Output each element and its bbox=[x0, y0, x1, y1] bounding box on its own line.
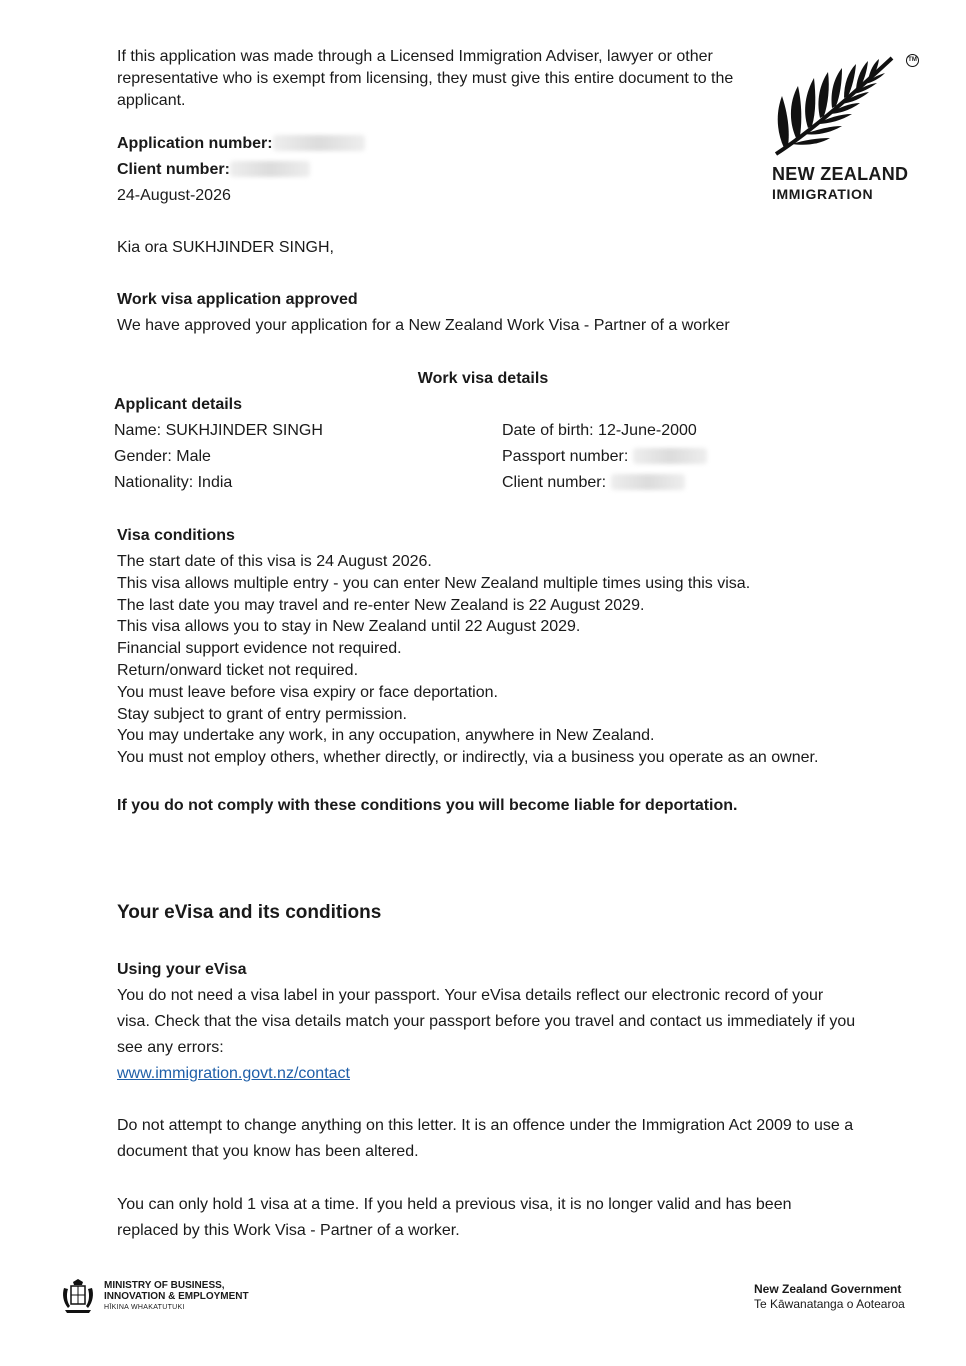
redacted-application-number bbox=[273, 135, 365, 151]
approval-text: We have approved your application for a New Zealand Work Visa - Partner of a worker bbox=[117, 317, 730, 334]
condition-item: This visa allows you to stay in New Zealand until 22 August 2029. bbox=[117, 618, 581, 636]
logo-line2: IMMIGRATION bbox=[772, 186, 874, 202]
deportation-warning: If you do not comply with these conditions you will become liable for deportation. bbox=[117, 797, 738, 814]
silver-fern-icon bbox=[770, 52, 910, 160]
condition-item: You may undertake any work, in any occupation, anywhere in New Zealand. bbox=[117, 727, 655, 745]
condition-item: The start date of this visa is 24 August 2026. bbox=[117, 553, 432, 570]
client-number-label: Client number: bbox=[117, 161, 230, 178]
greeting: Kia ora SUKHJINDER SINGH, bbox=[117, 239, 334, 256]
applicant-nationality: Nationality: India bbox=[114, 474, 233, 491]
condition-item: You must leave before visa expiry or face deportation. bbox=[117, 683, 498, 701]
mbie-logo bbox=[60, 1278, 280, 1318]
intro-paragraph: If this application was made through a Licensed Immigration Adviser, lawyer or other representative who is exempt from licensing, they must give this entire document to the applicant. bbox=[117, 48, 734, 109]
redacted-client-number bbox=[230, 161, 310, 177]
ministry-line1: MINISTRY OF BUSINESS, bbox=[104, 1280, 225, 1291]
logo-line1: NEW ZEALAND bbox=[772, 164, 909, 184]
evisa-paragraph-1: You do not need a visa label in your passport. Your eVisa details reflect our electronic record of your visa. Check that the visa details match your passport before you travel and contact us immediately if you see any errors: bbox=[117, 987, 856, 1056]
passport-number-label: Passport number: bbox=[502, 448, 629, 465]
condition-item: Financial support evidence not required. bbox=[117, 640, 402, 658]
evisa-paragraph-2: Do not attempt to change anything on this letter. It is an offence under the Immigration Act 2009 to use a document that you know has been altered. bbox=[117, 1117, 854, 1160]
approval-heading: Work visa application approved bbox=[117, 291, 358, 308]
passport-number-row bbox=[502, 446, 707, 468]
applicant-dob: Date of birth: 12-June-2000 bbox=[502, 422, 697, 439]
condition-item: The last date you may travel and re-enter New Zealand is 22 August 2029. bbox=[117, 596, 645, 614]
evisa-heading: Your eVisa and its conditions bbox=[117, 902, 382, 923]
condition-item: This visa allows multiple entry - you can enter New Zealand multiple times using this visa. bbox=[117, 574, 751, 592]
letter-date: 24-August-2026 bbox=[117, 187, 231, 204]
work-visa-details-heading: Work visa details bbox=[417, 370, 549, 387]
applicant-name: Name: SUKHJINDER SINGH bbox=[114, 422, 323, 439]
application-number-label: Application number: bbox=[117, 135, 273, 152]
applicant-gender: Gender: Male bbox=[114, 448, 211, 465]
trademark-icon: TM bbox=[906, 54, 919, 67]
condition-item: You must not employ others, whether directly, or indirectly, via a business you operate as an owner. bbox=[117, 749, 819, 767]
details-client-number-label: Client number: bbox=[502, 474, 607, 491]
ministry-line2: INNOVATION & EMPLOYMENT bbox=[104, 1291, 249, 1302]
contact-link[interactable]: www.immigration.govt.nz/contact bbox=[117, 1065, 350, 1082]
gov-line2: Te Kāwanatanga o Aotearoa bbox=[754, 1297, 905, 1311]
condition-item: Return/onward ticket not required. bbox=[117, 661, 359, 679]
ministry-line3: HĪKINA WHAKATUTUKI bbox=[104, 1304, 185, 1311]
client-number-row bbox=[117, 159, 310, 181]
details-client-number-row bbox=[502, 472, 685, 494]
using-evisa-heading: Using your eVisa bbox=[117, 961, 247, 978]
visa-conditions-heading: Visa conditions bbox=[117, 527, 235, 544]
gov-line1: New Zealand Government bbox=[754, 1282, 902, 1296]
applicant-details-heading: Applicant details bbox=[114, 396, 243, 413]
condition-item: Stay subject to grant of entry permission. bbox=[117, 705, 407, 723]
evisa-paragraph-3: You can only hold 1 visa at a time. If you held a previous visa, it is no longer valid and has been replaced by this Work Visa - Partner of a worker. bbox=[117, 1196, 792, 1239]
nz-immigration-logo bbox=[770, 52, 920, 202]
visa-conditions-list bbox=[117, 551, 877, 769]
redacted-details-client-number bbox=[611, 474, 685, 490]
coat-of-arms-icon bbox=[60, 1278, 96, 1316]
application-number-row bbox=[117, 133, 365, 155]
redacted-passport-number bbox=[633, 448, 707, 464]
